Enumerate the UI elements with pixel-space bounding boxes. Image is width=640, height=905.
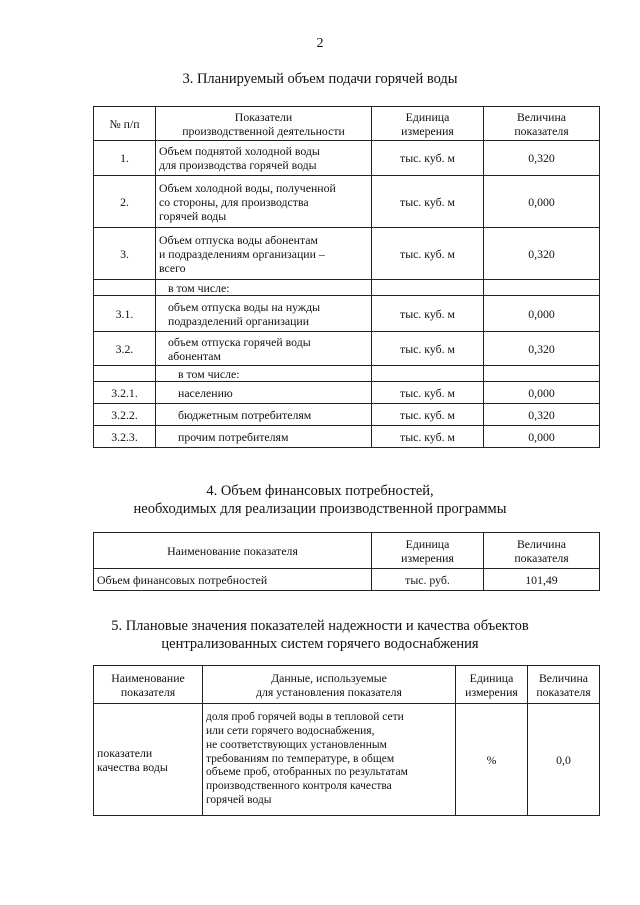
row-name: Объем финансовых потребностей bbox=[94, 569, 372, 591]
row-value: 0,000 bbox=[484, 296, 600, 332]
row-value: 0,320 bbox=[484, 404, 600, 426]
table-row bbox=[94, 296, 600, 332]
section-5-title-line1: 5. Плановые значения показателей надежности и качества объектов bbox=[111, 618, 529, 634]
row-name: Объем поднятой холодной воды для производства горячей воды bbox=[156, 141, 372, 176]
row-value: 101,49 bbox=[484, 569, 600, 591]
row-num: 3.2.2. bbox=[94, 404, 156, 426]
row-value: 0,000 bbox=[484, 382, 600, 404]
row-name: показатели качества воды bbox=[94, 704, 203, 816]
table-row bbox=[94, 332, 600, 366]
table-row bbox=[94, 176, 600, 228]
row-name: прочим потребителям bbox=[156, 426, 372, 448]
row-num: 3.1. bbox=[94, 296, 156, 332]
row-num bbox=[94, 366, 156, 382]
row-name: бюджетным потребителям bbox=[156, 404, 372, 426]
row-value: 0,320 bbox=[484, 141, 600, 176]
row-num: 1. bbox=[94, 141, 156, 176]
financial-needs-table bbox=[93, 532, 600, 591]
header-cell: Данные, используемые для установления показателя bbox=[203, 666, 456, 704]
section-5-title-line2: централизованных систем горячего водоснабжения bbox=[161, 636, 479, 652]
row-unit: тыс. куб. м bbox=[372, 426, 484, 448]
row-unit: тыс. куб. м bbox=[372, 404, 484, 426]
table-row bbox=[94, 569, 600, 591]
row-value bbox=[484, 280, 600, 296]
section-4-title-line1: 4. Объем финансовых потребностей, bbox=[206, 483, 434, 499]
header-cell: Единица измерения bbox=[372, 533, 484, 569]
header-cell: № п/п bbox=[94, 107, 156, 141]
table-header-row bbox=[94, 107, 600, 141]
planned-supply-table bbox=[93, 106, 600, 448]
table-row bbox=[94, 228, 600, 280]
table-row bbox=[94, 280, 600, 296]
row-name: объем отпуска горячей воды абонентам bbox=[156, 332, 372, 366]
row-value: 0,000 bbox=[484, 426, 600, 448]
page-number: 2 bbox=[316, 36, 324, 51]
header-cell: Показатели производственной деятельности bbox=[156, 107, 372, 141]
header-cell: Величина показателя bbox=[484, 533, 600, 569]
table-row bbox=[94, 382, 600, 404]
row-unit: тыс. куб. м bbox=[372, 382, 484, 404]
row-unit: тыс. куб. м bbox=[372, 296, 484, 332]
row-unit bbox=[372, 280, 484, 296]
table-row bbox=[94, 141, 600, 176]
header-cell: Единица измерения bbox=[372, 107, 484, 141]
header-cell: Наименование показателя bbox=[94, 533, 372, 569]
row-name: в том числе: bbox=[156, 366, 372, 382]
row-name: населению bbox=[156, 382, 372, 404]
table-header-row bbox=[94, 666, 600, 704]
row-value bbox=[484, 366, 600, 382]
row-num bbox=[94, 280, 156, 296]
row-unit: % bbox=[456, 704, 528, 816]
header-cell: Величина показателя bbox=[528, 666, 600, 704]
row-value: 0,000 bbox=[484, 176, 600, 228]
row-name: Объем отпуска воды абонентам и подразделениям организации – всего bbox=[156, 228, 372, 280]
table-header-row bbox=[94, 533, 600, 569]
row-unit: тыс. куб. м bbox=[372, 228, 484, 280]
table-row bbox=[94, 366, 600, 382]
row-num: 3.2. bbox=[94, 332, 156, 366]
row-name: в том числе: bbox=[156, 280, 372, 296]
row-value: 0,320 bbox=[484, 332, 600, 366]
table-row bbox=[94, 704, 600, 816]
row-num: 3. bbox=[94, 228, 156, 280]
row-unit: тыс. руб. bbox=[372, 569, 484, 591]
table-row bbox=[94, 404, 600, 426]
header-cell: Наименование показателя bbox=[94, 666, 203, 704]
header-cell: Единица измерения bbox=[456, 666, 528, 704]
row-unit: тыс. куб. м bbox=[372, 332, 484, 366]
section-4-title-line2: необходимых для реализации производственной программы bbox=[133, 501, 507, 517]
reliability-quality-table bbox=[93, 665, 600, 816]
row-value: 0,0 bbox=[528, 704, 600, 816]
row-unit: тыс. куб. м bbox=[372, 176, 484, 228]
row-data: доля проб горячей воды в тепловой сети или сети горячего водоснабжения, не соответствующих установленным требованиям по температуре, в общем объеме проб, отобранных по результатам производственного контроля качества горячей воды bbox=[203, 704, 456, 816]
row-unit: тыс. куб. м bbox=[372, 141, 484, 176]
section-3-title: 3. Планируемый объем подачи горячей воды bbox=[182, 71, 458, 87]
row-num: 2. bbox=[94, 176, 156, 228]
header-cell: Величина показателя bbox=[484, 107, 600, 141]
row-num: 3.2.3. bbox=[94, 426, 156, 448]
row-unit bbox=[372, 366, 484, 382]
row-value: 0,320 bbox=[484, 228, 600, 280]
row-name: Объем холодной воды, полученной со стороны, для производства горячей воды bbox=[156, 176, 372, 228]
row-num: 3.2.1. bbox=[94, 382, 156, 404]
row-name: объем отпуска воды на нужды подразделений организации bbox=[156, 296, 372, 332]
table-row bbox=[94, 426, 600, 448]
